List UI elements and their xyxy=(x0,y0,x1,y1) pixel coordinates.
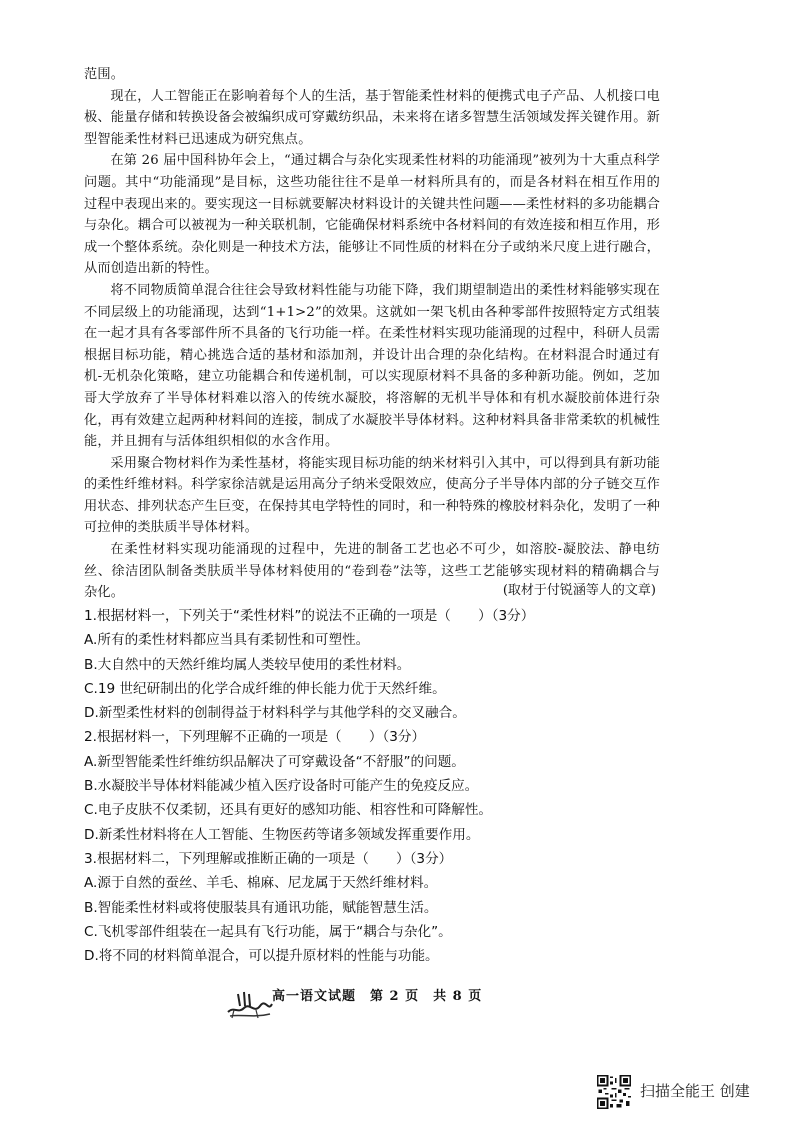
page-footer xyxy=(226,984,526,1024)
question-1-stem: 1.根据材料一，下列关于“柔性材料”的说法不正确的一项是（ ）（3分） xyxy=(84,608,535,624)
question-2-option-d: D.新柔性材料将在人工智能、生物医药等诸多领域发挥重要作用。 xyxy=(84,826,480,843)
question-3-option-d: D.将不同的材料简单混合，可以提升原材料的性能与功能。 xyxy=(84,948,439,965)
question-1-option-a: A.所有的柔性材料都应当具有柔韧性和可塑性。 xyxy=(84,632,370,649)
question-3-option-c: C.飞机零部件组装在一起具有飞行功能，属于“耦合与杂化”。 xyxy=(84,923,452,940)
footer-page-info: 高一语文试题 第 2 页 共 8 页 xyxy=(272,989,483,1004)
passage-source: (取材于付锐涵等人的文章) xyxy=(502,583,656,598)
question-list xyxy=(84,604,684,968)
scanner-watermark: 扫描全能王 创建 xyxy=(640,1082,750,1100)
question-3-option-b: B.智能柔性材料或将使服装具有通讯功能，赋能智慧生活。 xyxy=(84,899,438,916)
passage-paragraph: 采用聚合物材料作为柔性基材，将能实现目标功能的纳米材料引入其中，可以得到具有新功能的柔性纤维材料。科学家徐洁就是运用高分子纳米受限效应，使高分子半导体内部的分子链交互作用状态、排列状态产生巨变，在保持其电学特性的同时，和一种特殊的橡胶材料杂化，发明了一种可拉伸的类肤质半导体材料。 xyxy=(84,455,660,536)
question-3-option-a: A.源于自然的蚕丝、羊毛、棉麻、尼龙属于天然纤维材料。 xyxy=(84,875,438,892)
question-3-stem: 3.根据材料二，下列理解或推断正确的一项是（ ）（3分） xyxy=(84,850,453,867)
question-2-option-b: B.水凝胶半导体材料能减少植入医疗设备时可能产生的免疫反应。 xyxy=(84,778,479,795)
qr-code-icon xyxy=(597,1075,631,1109)
passage-paragraph: 将不同物质简单混合往往会导致材料性能与功能下降，我们期望制造出的柔性材料能够实现在不同层级上的功能涌现，达到“1+1>2”的效果。这就如一架飞机由各种零部件按照特定方式组装在一起才具有各零部件所不具备的飞行功能一样。在柔性材料实现功能涌现的过程中，科研人员需根据目标功能，精心挑选合适的基材和添加剂，并设计出合理的杂化结构。在材料混合时通过有机-无机杂化策略，建立功能耦合和传递机制，可以实现原材料不具备的多种新功能。例如，芝加哥大学放弃了半导体材料难以溶入的传统水凝胶，将溶解的无机半导体和有机水凝胶前体进行杂化，再有效建立起两种材料间的连接，制成了水凝胶半导体材料。这种材料具备非常柔软的机械性能，并且拥有与活体组织相似的水含作用。 xyxy=(84,282,660,450)
passage-paragraph: 在第 26 届中国科协年会上，“通过耦合与杂化实现柔性材料的功能涌现”被列为十大重点科学问题。其中“功能涌现”是目标，这些功能往往不是单一材料所具有的，而是各材料在相互作用的过程中表现出来的。要实现这一目标就要解决材料设计的关键共性问题——柔性材料的多功能耦合与杂化。耦合可以被视为一种关联机制，它能确保材料系统中各材料间的有效连接和相互作用，形成一个整体系统。杂化则是一种技术方法，能够让不同性质的材料在分子或纳米尺度上进行融合，从而创造出新的特性。 xyxy=(84,153,660,277)
question-1-option-d: D.新型柔性材料的创制得益于材料科学与其他学科的交叉融合。 xyxy=(84,705,466,722)
signature-scribble-icon xyxy=(226,984,274,1020)
reading-passage xyxy=(84,64,660,604)
question-2-option-c: C.电子皮肤不仅柔韧，还具有更好的感知功能、相容性和可降解性。 xyxy=(84,802,493,819)
question-2-option-a: A.新型智能柔性纤维纺织品解决了可穿戴设备“不舒服”的问题。 xyxy=(84,753,465,770)
question-1-option-c: C.19 世纪研制出的化学合成纤维的伸长能力优于天然纤维。 xyxy=(84,680,446,697)
passage-paragraph: 现在，人工智能正在影响着每个人的生活，基于智能柔性材料的便携式电子产品、人机接口电极、能量存储和转换设备会被编织成可穿戴纺织品，未来将在诸多智慧生活领域发挥关键作用。新型智能柔性材料已迅速成为研究焦点。 xyxy=(84,88,660,147)
passage-paragraph: 范围。 xyxy=(84,67,125,82)
passage-paragraph: 在柔性材料实现功能涌现的过程中，先进的制备工艺也必不可少，如溶胶-凝胶法、静电纺丝、徐洁团队制备类肤质半导体材料使用的“卷到卷”法等，这些工艺能够实现材料的精确耦合与杂化。 xyxy=(84,542,660,601)
question-2-stem: 2.根据材料一，下列理解不正确的一项是（ ）（3分） xyxy=(84,729,426,746)
question-1-option-b: B.大自然中的天然纤维均属人类较早使用的柔性材料。 xyxy=(84,656,411,673)
